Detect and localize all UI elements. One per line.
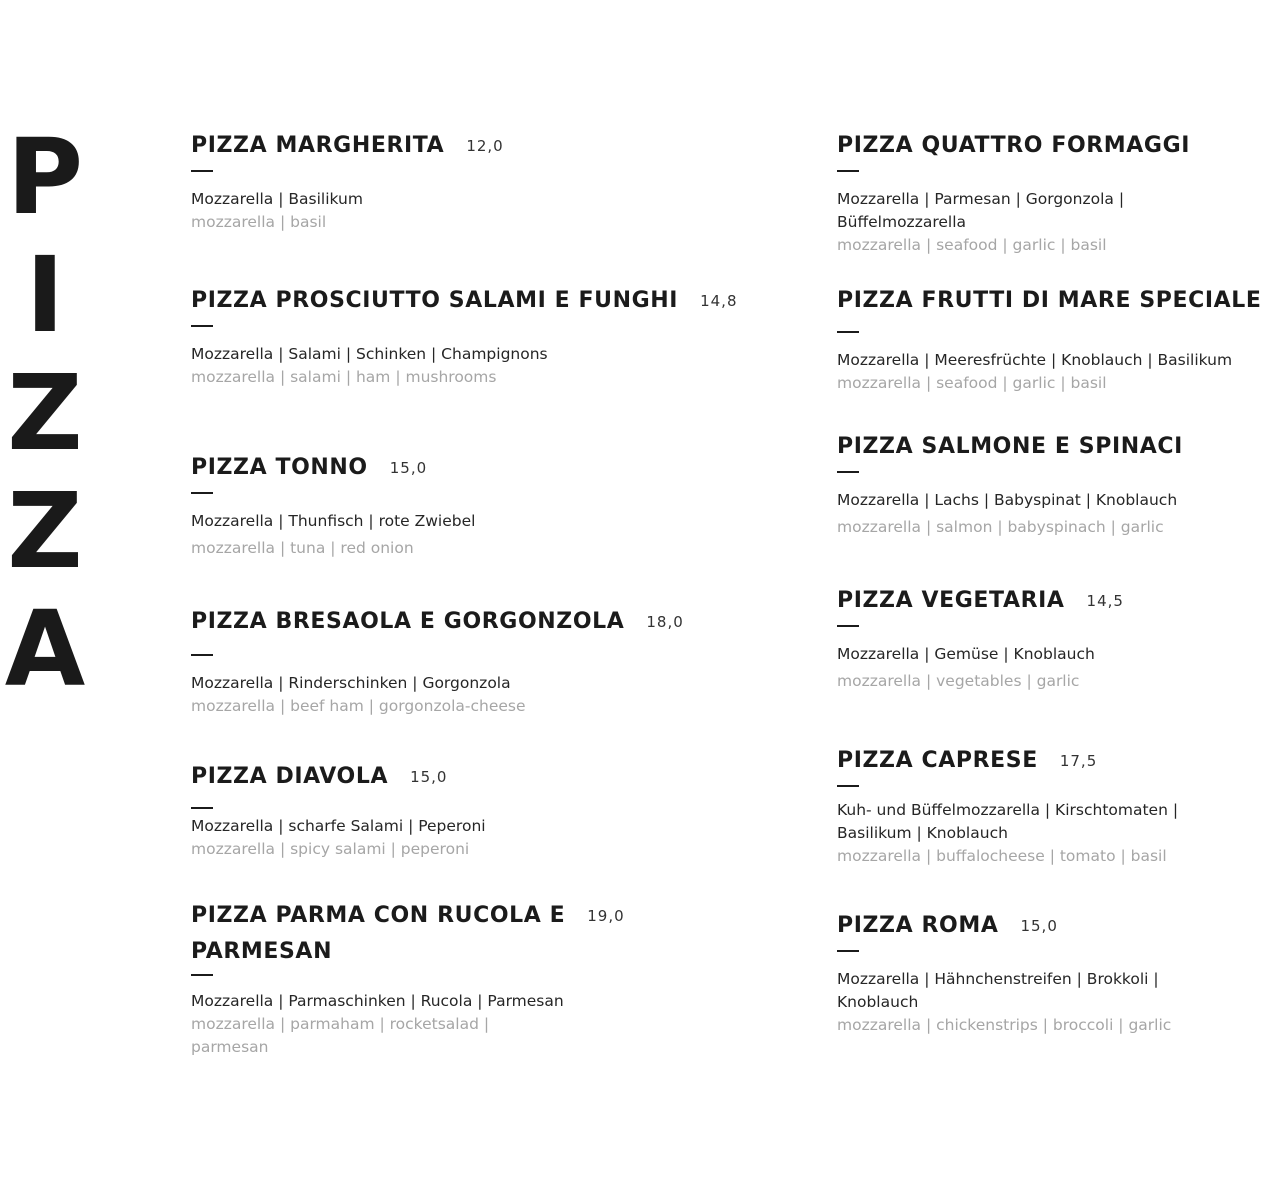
item-description-de: Mozzarella | scharfe Salami | Peperoni: [191, 817, 486, 835]
item-description-de: Mozzarella | Meeresfrüchte | Knoblauch | Basilikum: [837, 351, 1233, 369]
item-name: PIZZA SALMONE E SPINACI: [837, 434, 1183, 459]
menu-item-frutti-di-mare: [837, 283, 1284, 395]
item-divider: [191, 170, 213, 172]
item-price: 14,5: [1086, 592, 1124, 610]
item-description-de: Mozzarella | Basilikum: [191, 190, 363, 208]
item-name: PIZZA CAPRESE: [837, 748, 1038, 773]
title-letter: I: [25, 234, 65, 356]
menu-item-quattro-formaggi: [837, 128, 1212, 257]
item-description-de: Mozzarella | Thunfisch | rote Zwiebel: [191, 512, 476, 530]
item-description-en: mozzarella | salmon | babyspinach | garlic: [837, 518, 1164, 536]
item-description-de: Mozzarella | Parmaschinken | Rucola | Parmesan: [191, 992, 564, 1010]
item-divider: [837, 331, 859, 333]
item-name: PIZZA BRESAOLA E GORGONZOLA: [191, 609, 625, 634]
item-divider: [191, 325, 213, 327]
item-divider: [837, 950, 859, 952]
menu-item-prosciutto-salami-funghi: [191, 283, 738, 389]
item-description-de: Mozzarella | Rinderschinken | Gorgonzola: [191, 674, 511, 692]
item-description-en: mozzarella | buffalocheese | tomato | basil: [837, 847, 1167, 865]
menu-item-salmone-spinaci: [837, 429, 1205, 539]
item-description-en: mozzarella | tuna | red onion: [191, 539, 414, 557]
item-description-de: Mozzarella | Salami | Schinken | Champignons: [191, 345, 548, 363]
item-description-en: mozzarella | basil: [191, 213, 327, 231]
item-name: PIZZA PARMA CON RUCOLA E PARMESAN: [191, 903, 566, 964]
title-letter: Z: [7, 470, 83, 592]
item-divider: [191, 974, 213, 976]
item-description-en: mozzarella | spicy salami | peperoni: [191, 840, 470, 858]
menu-item-roma: [837, 908, 1171, 1037]
item-name: PIZZA PROSCIUTTO SALAMI E FUNGHI: [191, 288, 679, 313]
item-description-de: Mozzarella | Gemüse | Knoblauch: [837, 645, 1095, 663]
menu-item-caprese: [837, 743, 1178, 868]
item-name: PIZZA TONNO: [191, 455, 368, 480]
item-divider: [837, 785, 859, 787]
item-description-en: mozzarella | seafood | garlic | basil: [837, 374, 1107, 392]
item-divider: [837, 170, 859, 172]
menu-item-parma-rucola-parmesan: [191, 898, 625, 1059]
item-name: PIZZA DIAVOLA: [191, 764, 389, 789]
item-name: PIZZA ROMA: [837, 913, 999, 938]
item-description-de: Kuh- und Büffelmozzarella | Kirschtomaten | Basilikum | Knoblauch: [837, 801, 1179, 842]
item-description-de: Mozzarella | Parmesan | Gorgonzola | Büffelmozzarella: [837, 190, 1125, 231]
item-description-en: mozzarella | parmaham | rocketsalad | parmesan: [191, 1015, 490, 1056]
item-name: PIZZA MARGHERITA: [191, 133, 445, 158]
item-price: 18,0: [646, 613, 684, 631]
title-letter: P: [6, 116, 84, 238]
item-description-en: mozzarella | beef ham | gorgonzola-cheese: [191, 697, 526, 715]
title-letter: Z: [7, 352, 83, 474]
menu-item-margherita: [191, 128, 504, 234]
item-divider: [191, 492, 213, 494]
item-divider: [191, 654, 213, 656]
item-description-en: mozzarella | chickenstrips | broccoli | garlic: [837, 1016, 1172, 1034]
menu-item-tonno: [191, 450, 475, 560]
item-price: 15,0: [389, 459, 428, 477]
item-price: 12,0: [466, 137, 504, 155]
item-price: 17,5: [1059, 752, 1098, 770]
menu-item-bresaola-gorgonzola: [191, 604, 684, 718]
item-divider: [837, 625, 859, 627]
menu-item-diavola: [191, 759, 486, 861]
item-name: PIZZA FRUTTI DI MARE SPECIALE: [837, 288, 1262, 313]
item-description-de: Mozzarella | Hähnchenstreifen | Brokkoli | Knoblauch: [837, 970, 1159, 1011]
item-description-en: mozzarella | vegetables | garlic: [837, 672, 1080, 690]
title-letter: A: [4, 588, 86, 710]
item-price: 15,0: [1020, 917, 1058, 935]
item-price: 15,0: [410, 768, 448, 786]
item-divider: [837, 471, 859, 473]
item-divider: [191, 807, 213, 809]
menu-item-vegetaria: [837, 583, 1124, 693]
item-price: 19,0: [587, 907, 625, 925]
item-description-en: mozzarella | salami | ham | mushrooms: [191, 368, 497, 386]
item-price: 14,8: [700, 292, 738, 310]
item-description-en: mozzarella | seafood | garlic | basil: [837, 236, 1107, 254]
vertical-title: [0, 118, 90, 708]
item-description-de: Mozzarella | Lachs | Babyspinat | Knoblauch: [837, 491, 1178, 509]
item-name: PIZZA QUATTRO FORMAGGI: [837, 133, 1191, 158]
item-name: PIZZA VEGETARIA: [837, 588, 1065, 613]
